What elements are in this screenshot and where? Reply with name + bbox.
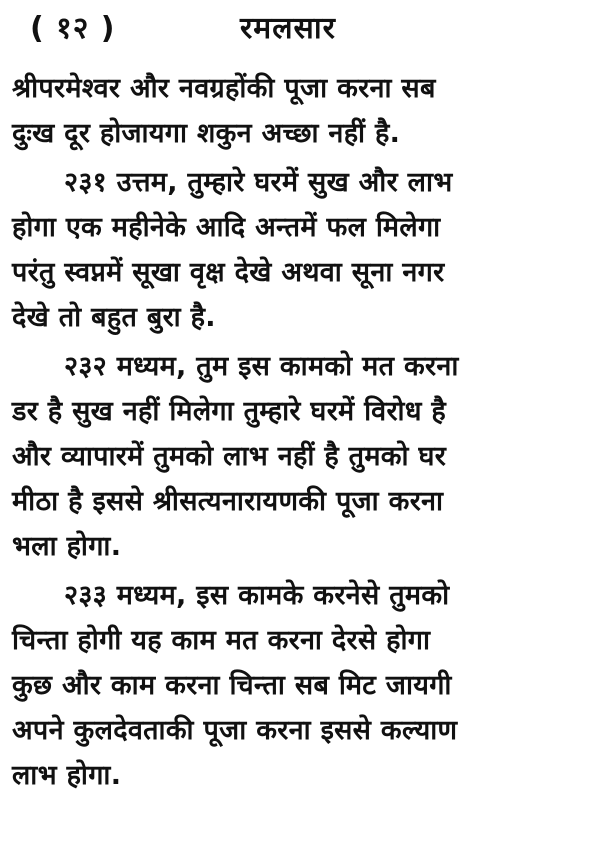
running-title: रमलसार xyxy=(240,11,336,46)
paragraph-232 xyxy=(12,344,590,569)
text-line: होगा एक महीनेके आदि अन्तमें फल मिलेगा xyxy=(12,212,441,243)
text-line: चिन्ता होगी यह काम मत करना देरसे होगा xyxy=(12,625,431,656)
text-line: २३२ मध्यम, तुम इस कामको मत करना xyxy=(64,351,459,382)
text-line: और व्यापारमें तुमको लाभ नहीं है तुमको घर xyxy=(12,441,447,472)
text-line: लाभ होगा. xyxy=(12,760,122,791)
text-line: श्रीपरमेश्वर और नवग्रहोंकी पूजा करना सब xyxy=(12,73,436,104)
text-line: अपने कुलदेवताकी पूजा करना इससे कल्याण xyxy=(12,715,458,746)
text-line: २३३ मध्यम, इस कामके करनेसे तुमको xyxy=(64,580,450,611)
page-header xyxy=(12,6,590,66)
page-number: ( १२ ) xyxy=(30,11,116,46)
text-line: परंतु स्वप्नमें सूखा वृक्ष देखे अथवा सूना नगर xyxy=(12,257,445,288)
paragraph-231 xyxy=(12,160,590,340)
text-line: देखे तो बहुत बुरा है. xyxy=(12,302,216,333)
text-line: २३१ उत्तम, तुम्हारे घरमें सुख और लाभ xyxy=(64,167,453,198)
paragraph-233 xyxy=(12,573,590,798)
text-line: दुःख दूर होजायगा शकुन अच्छा नहीं है. xyxy=(12,118,401,149)
text-line: भला होगा. xyxy=(12,531,122,562)
text-line: मीठा है इससे श्रीसत्यनारायणकी पूजा करना xyxy=(12,486,444,517)
text-line: डर है सुख नहीं मिलेगा तुम्हारे घरमें विरोध है xyxy=(12,396,447,427)
paragraph-intro xyxy=(12,66,590,156)
text-line: कुछ और काम करना चिन्ता सब मिट जायगी xyxy=(12,670,452,701)
